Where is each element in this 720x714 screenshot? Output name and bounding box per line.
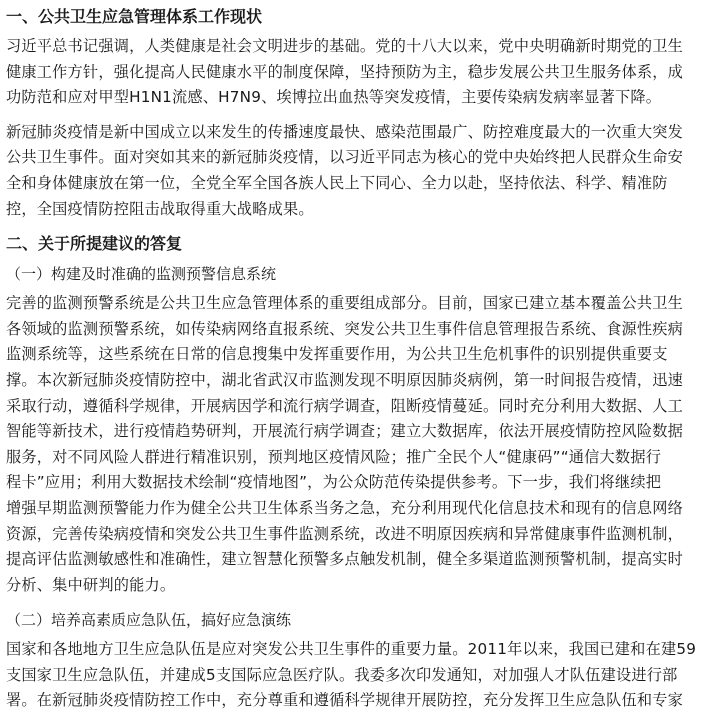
paragraph-line: 资源，完善传染病疫情和突发公共卫生事件监测系统，改进不明原因疾病和异常健康事件监测机制，: [6, 524, 684, 543]
paragraph-line: 服务，对不同风险人群进行精准识别，预判地区疫情风险；推广全民个人“健康码”“通信大数据行: [6, 447, 662, 466]
paragraph-line: 增强早期监测预警能力作为健全公共卫生体系当务之急，充分利用现代化信息技术和现有的信息网络: [6, 498, 684, 517]
paragraph-line: 署。在新冠肺炎疫情防控工作中，充分尊重和遵循科学规律开展防控，充分发挥卫生应急队伍和专家: [6, 691, 684, 710]
paragraph: [6, 291, 718, 598]
paragraph-line: 全和身体健康放在第一位，全党全军全国各族人民上下同心、全力以赴，坚持依法、科学、精准防: [6, 173, 668, 192]
paragraph-line: 程卡”应用；利用大数据技术绘制“疫情地图”，为公众防范传染提供参考。下一步，我们将继续把: [6, 473, 662, 492]
paragraph: [6, 120, 718, 222]
paragraph-line: 提高评估监测敏感性和准确性，建立智慧化预警多点触发机制，健全多渠道监测预警机制，提高实时: [6, 550, 684, 569]
paragraph-line: 分析、集中研判的能力。: [6, 575, 176, 594]
section-heading: 二、关于所提建议的答复: [6, 234, 183, 254]
subsection-heading: （二）培养高素质应急队伍，搞好应急演练: [6, 611, 292, 630]
paragraph-line: 国家和各地地方卫生应急队伍是应对突发公共卫生事件的重要力量。2011年以来，我国已建和在建59: [6, 640, 697, 659]
subsection-heading: （一）构建及时准确的监测预警信息系统: [6, 265, 277, 284]
paragraph-line: 完善的监测预警系统是公共卫生应急管理体系的重要组成部分。目前，国家已建立基本覆盖公共卫生: [6, 294, 684, 313]
paragraph-line: 控，全国疫情防控阻击战取得重大战略成果。: [6, 199, 314, 218]
section-heading: 一、公共卫生应急管理体系工作现状: [6, 7, 263, 26]
paragraph-line: 支国家卫生应急队伍，并建成5支国际应急医疗队。我委多次印发通知，对加强人才队伍建设进行部: [6, 665, 678, 684]
paragraph: [6, 34, 718, 111]
paragraph-line: 监测系统等，这些系统在日常的信息搜集中发挥重要作用，为公共卫生危机事件的识别提供重要支: [6, 345, 668, 364]
paragraph-line: 撑。本次新冠肺炎疫情防控中，湖北省武汉市监测发现不明原因肺炎病例，第一时间报告疫情，迅速: [6, 370, 684, 389]
paragraph-line: 采取行动，遵循科学规律，开展病因学和流行病学调查，阻断疫情蔓延。同时充分利用大数据、人工: [6, 396, 684, 415]
paragraph-line: 习近平总书记强调，人类健康是社会文明进步的基础。党的十八大以来，党中央明确新时期党的卫生: [6, 37, 684, 55]
paragraph-line: 各领域的监测预警系统，如传染病网络直报系统、突发公共卫生事件信息管理报告系统、食源性疾病: [6, 319, 684, 338]
paragraph: [6, 637, 718, 714]
paragraph-line: 健康工作方针，强化提高人民健康水平的制度保障，坚持预防为主，稳步发展公共卫生服务体系，成: [6, 62, 684, 81]
paragraph-line: 公共卫生事件。面对突如其来的新冠肺炎疫情，以习近平同志为核心的党中央始终把人民群众生命安: [6, 148, 684, 167]
paragraph-line: 新冠肺炎疫情是新中国成立以来发生的传播速度最快、感染范围最广、防控难度最大的一次重大突发: [6, 122, 684, 141]
paragraph-line: 智能等新技术，进行疫情趋势研判，开展流行病学调查；建立大数据库，依法开展疫情防控风险数据: [6, 422, 684, 441]
paragraph-line: 功防范和应对甲型H1N1流感、H7N9、埃博拉出血热等突发疫情，主要传染病发病率显著下降。: [6, 88, 662, 107]
